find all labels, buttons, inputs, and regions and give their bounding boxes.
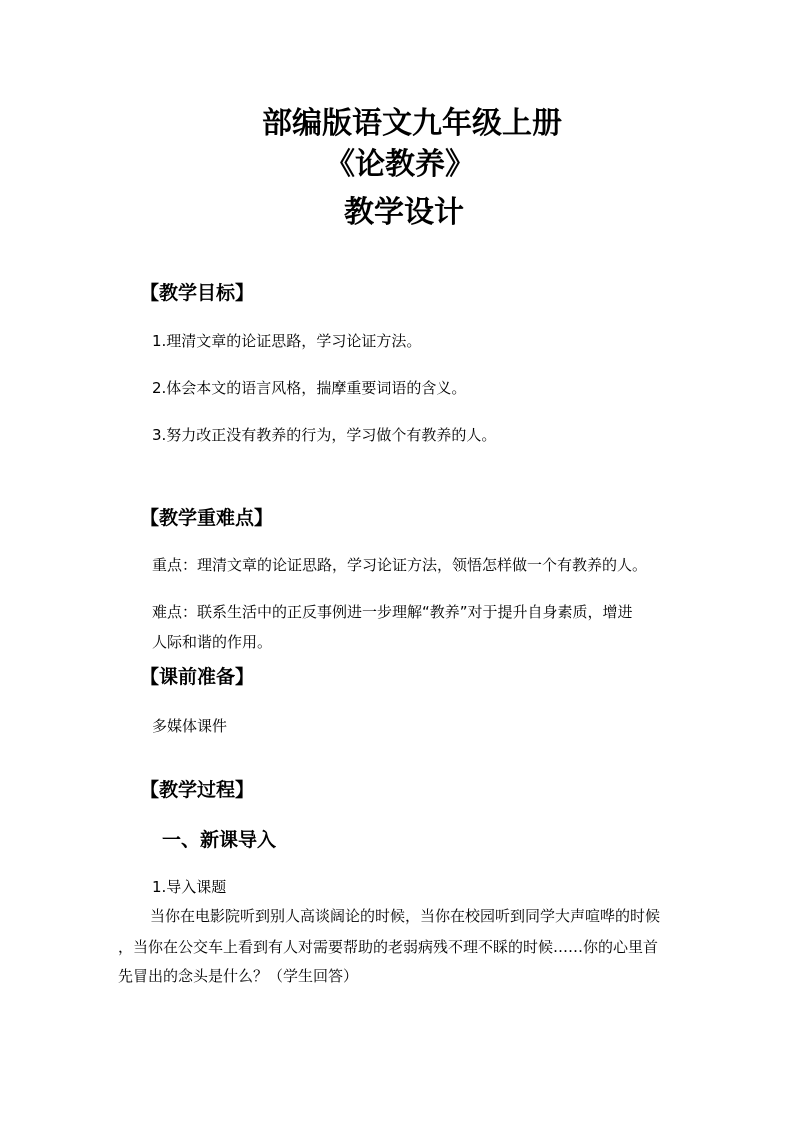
key-point-focus: 重点：理清文章的论证思路，学习论证方法，领悟怎样做一个有教养的人。 xyxy=(152,556,648,574)
title-line-2: 《论教养》 xyxy=(325,147,475,182)
goal-item-1: 1.理清文章的论证思路，学习论证方法。 xyxy=(152,332,422,350)
preparation-heading: 【课前准备】 xyxy=(140,666,255,688)
preparation-text: 多媒体课件 xyxy=(152,717,228,735)
goal-item-2: 2.体会本文的语言风格，揣摩重要词语的含义。 xyxy=(152,379,467,397)
goal-item-3: 3.努力改正没有教养的行为，学习做个有教养的人。 xyxy=(152,426,497,444)
process-paragraph-line-2: ，当你在公交车上看到有人对需要帮助的老弱病残不理不睬的时候……你的心里首 xyxy=(118,938,659,956)
title-line-3: 教学设计 xyxy=(344,195,464,230)
process-paragraph-line-1: 当你在电影院听到别人高谈阔论的时候，当你在校园听到同学大声喧哗的时候 xyxy=(150,907,661,925)
process-section-1: 一、新课导入 xyxy=(162,829,277,851)
key-point-difficulty-line-1: 难点：联系生活中的正反事例进一步理解“教养”对于提升自身素质，增进 xyxy=(152,603,633,621)
title-line-1: 部编版语文九年级上册 xyxy=(262,106,562,141)
process-paragraph-line-3: 先冒出的念头是什么？（学生回答） xyxy=(118,967,359,985)
process-sub-1: 1.导入课题 xyxy=(152,878,227,896)
goals-heading: 【教学目标】 xyxy=(140,282,255,304)
key-points-heading: 【教学重难点】 xyxy=(140,507,274,529)
process-heading: 【教学过程】 xyxy=(140,779,255,801)
key-point-difficulty-line-2: 人际和谐的作用。 xyxy=(152,633,273,651)
